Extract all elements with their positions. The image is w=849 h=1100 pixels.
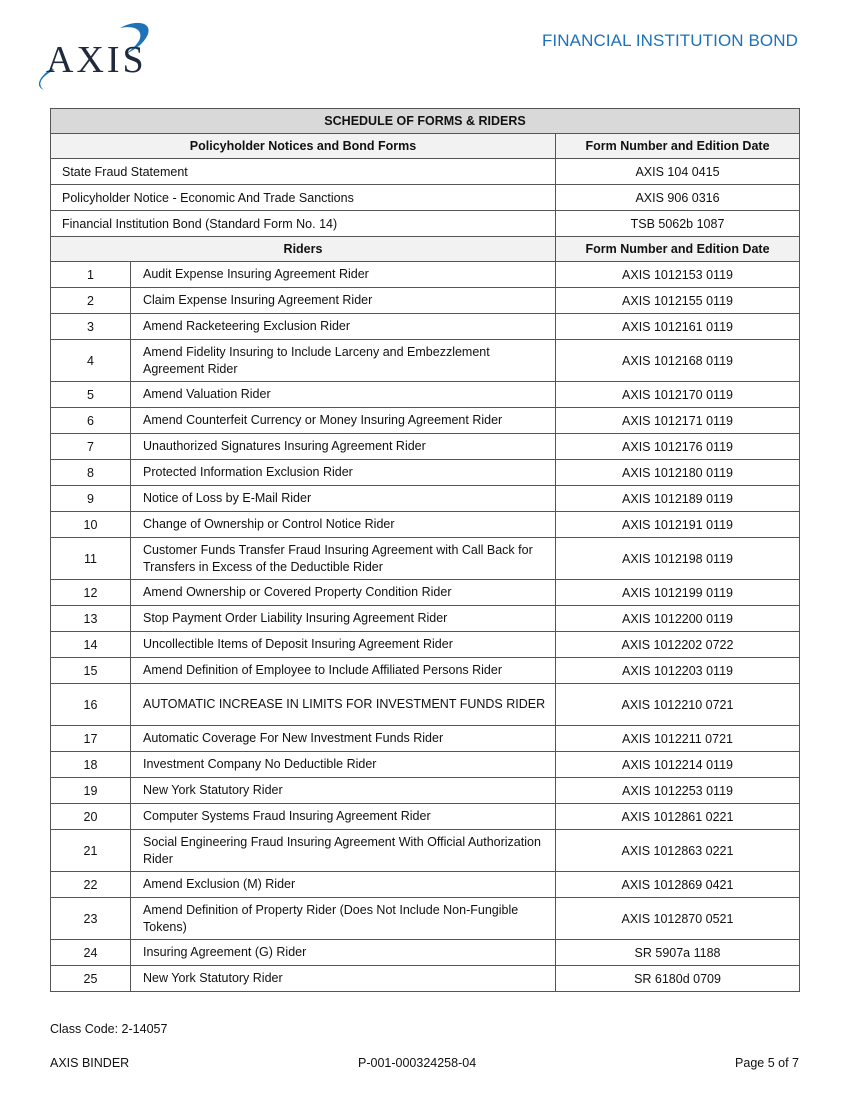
form-number-header: Form Number and Edition Date [556, 134, 800, 159]
schedule-title: SCHEDULE OF FORMS & RIDERS [51, 109, 800, 134]
rider-row [51, 538, 800, 580]
rider-name: Computer Systems Fraud Insuring Agreement Rider [131, 804, 556, 830]
rider-form-number: AXIS 1012210 0721 [556, 684, 800, 726]
rider-form-number: AXIS 1012170 0119 [556, 382, 800, 408]
document-title: FINANCIAL INSTITUTION BOND [541, 31, 798, 50]
rider-form-number: AXIS 1012870 0521 [556, 898, 800, 940]
rider-name: Amend Exclusion (M) Rider [131, 872, 556, 898]
rider-number: 4 [51, 340, 131, 382]
notice-name: Financial Institution Bond (Standard Form No. 14) [51, 211, 556, 237]
rider-name: New York Statutory Rider [131, 966, 556, 992]
rider-number: 18 [51, 752, 131, 778]
rider-form-number: AXIS 1012202 0722 [556, 632, 800, 658]
rider-number: 22 [51, 872, 131, 898]
rider-row [51, 288, 800, 314]
rider-form-number: AXIS 1012180 0119 [556, 460, 800, 486]
schedule-table [50, 108, 800, 992]
rider-number: 9 [51, 486, 131, 512]
rider-row [51, 898, 800, 940]
notice-form-number: TSB 5062b 1087 [556, 211, 800, 237]
rider-number: 11 [51, 538, 131, 580]
rider-number: 1 [51, 262, 131, 288]
rider-row [51, 804, 800, 830]
rider-form-number: AXIS 1012176 0119 [556, 434, 800, 460]
rider-form-number: AXIS 1012171 0119 [556, 408, 800, 434]
rider-number: 25 [51, 966, 131, 992]
rider-name: Amend Definition of Property Rider (Does Not Include Non-Fungible Tokens) [131, 898, 556, 940]
notice-row [51, 159, 800, 185]
rider-number: 23 [51, 898, 131, 940]
rider-number: 15 [51, 658, 131, 684]
rider-name: Amend Definition of Employee to Include Affiliated Persons Rider [131, 658, 556, 684]
riders-section [51, 237, 800, 992]
rider-name: New York Statutory Rider [131, 778, 556, 804]
rider-name: Customer Funds Transfer Fraud Insuring Agreement with Call Back for Transfers in Excess of the Deductible Rider [131, 538, 556, 580]
notice-row [51, 185, 800, 211]
rider-form-number: AXIS 1012200 0119 [556, 606, 800, 632]
rider-form-number: AXIS 1012161 0119 [556, 314, 800, 340]
rider-number: 19 [51, 778, 131, 804]
rider-number: 20 [51, 804, 131, 830]
riders-header-row [51, 237, 800, 262]
rider-form-number: AXIS 1012861 0221 [556, 804, 800, 830]
footer-left: AXIS BINDER [50, 1056, 130, 1070]
rider-form-number: AXIS 1012199 0119 [556, 580, 800, 606]
rider-row [51, 314, 800, 340]
rider-number: 2 [51, 288, 131, 314]
rider-number: 3 [51, 314, 131, 340]
rider-name: Notice of Loss by E-Mail Rider [131, 486, 556, 512]
rider-name: AUTOMATIC INCREASE IN LIMITS FOR INVESTMENT FUNDS RIDER [131, 684, 556, 726]
rider-row [51, 512, 800, 538]
notices-section [51, 134, 800, 237]
rider-number: 7 [51, 434, 131, 460]
rider-name: Claim Expense Insuring Agreement Rider [131, 288, 556, 314]
footer-policy-number: P-001-000324258-04 [358, 1056, 477, 1070]
rider-form-number: SR 5907a 1188 [556, 940, 800, 966]
rider-name: Automatic Coverage For New Investment Funds Rider [131, 726, 556, 752]
footer-page-number: Page 5 of 7 [735, 1056, 799, 1070]
rider-row [51, 778, 800, 804]
notice-row [51, 211, 800, 237]
rider-row [51, 408, 800, 434]
rider-row [51, 658, 800, 684]
notice-name: Policyholder Notice - Economic And Trade Sanctions [51, 185, 556, 211]
rider-row [51, 726, 800, 752]
rider-row [51, 580, 800, 606]
class-code: Class Code: 2-14057 [50, 1022, 168, 1036]
notice-name: State Fraud Statement [51, 159, 556, 185]
rider-number: 8 [51, 460, 131, 486]
rider-row [51, 434, 800, 460]
rider-number: 16 [51, 684, 131, 726]
rider-name: Audit Expense Insuring Agreement Rider [131, 262, 556, 288]
rider-number: 6 [51, 408, 131, 434]
rider-number: 5 [51, 382, 131, 408]
rider-name: Protected Information Exclusion Rider [131, 460, 556, 486]
rider-name: Uncollectible Items of Deposit Insuring Agreement Rider [131, 632, 556, 658]
rider-form-number: AXIS 1012253 0119 [556, 778, 800, 804]
rider-row [51, 486, 800, 512]
notices-header-row [51, 134, 800, 159]
rider-form-number: AXIS 1012189 0119 [556, 486, 800, 512]
rider-row [51, 460, 800, 486]
rider-form-number: AXIS 1012203 0119 [556, 658, 800, 684]
notice-form-number: AXIS 104 0415 [556, 159, 800, 185]
rider-number: 14 [51, 632, 131, 658]
rider-name: Amend Ownership or Covered Property Condition Rider [131, 580, 556, 606]
schedule-title-row [51, 109, 800, 134]
rider-form-number: AXIS 1012153 0119 [556, 262, 800, 288]
rider-number: 24 [51, 940, 131, 966]
rider-row [51, 382, 800, 408]
rider-row [51, 262, 800, 288]
rider-name: Investment Company No Deductible Rider [131, 752, 556, 778]
rider-number: 13 [51, 606, 131, 632]
rider-form-number: AXIS 1012214 0119 [556, 752, 800, 778]
rider-form-number: AXIS 1012863 0221 [556, 830, 800, 872]
rider-name: Insuring Agreement (G) Rider [131, 940, 556, 966]
rider-number: 17 [51, 726, 131, 752]
rider-name: Social Engineering Fraud Insuring Agreement With Official Authorization Rider [131, 830, 556, 872]
rider-row [51, 340, 800, 382]
rider-form-number: AXIS 1012211 0721 [556, 726, 800, 752]
rider-number: 21 [51, 830, 131, 872]
rider-name: Amend Racketeering Exclusion Rider [131, 314, 556, 340]
rider-row [51, 752, 800, 778]
rider-form-number: AXIS 1012198 0119 [556, 538, 800, 580]
rider-name: Unauthorized Signatures Insuring Agreement Rider [131, 434, 556, 460]
rider-form-number: AXIS 1012155 0119 [556, 288, 800, 314]
rider-form-number: SR 6180d 0709 [556, 966, 800, 992]
rider-row [51, 830, 800, 872]
notices-header: Policyholder Notices and Bond Forms [51, 134, 556, 159]
rider-form-number: AXIS 1012191 0119 [556, 512, 800, 538]
rider-name: Amend Counterfeit Currency or Money Insuring Agreement Rider [131, 408, 556, 434]
rider-row [51, 684, 800, 726]
rider-name: Amend Valuation Rider [131, 382, 556, 408]
rider-row [51, 632, 800, 658]
rider-form-number: AXIS 1012869 0421 [556, 872, 800, 898]
rider-name: Stop Payment Order Liability Insuring Agreement Rider [131, 606, 556, 632]
rider-row [51, 966, 800, 992]
rider-number: 12 [51, 580, 131, 606]
rider-name: Change of Ownership or Control Notice Rider [131, 512, 556, 538]
logo-text: AXIS [46, 39, 147, 81]
notice-form-number: AXIS 906 0316 [556, 185, 800, 211]
axis-logo [30, 18, 155, 93]
rider-row [51, 940, 800, 966]
riders-header: Riders [51, 237, 556, 262]
form-number-header: Form Number and Edition Date [556, 237, 800, 262]
rider-form-number: AXIS 1012168 0119 [556, 340, 800, 382]
rider-name: Amend Fidelity Insuring to Include Larceny and Embezzlement Agreement Rider [131, 340, 556, 382]
rider-row [51, 872, 800, 898]
rider-row [51, 606, 800, 632]
rider-number: 10 [51, 512, 131, 538]
